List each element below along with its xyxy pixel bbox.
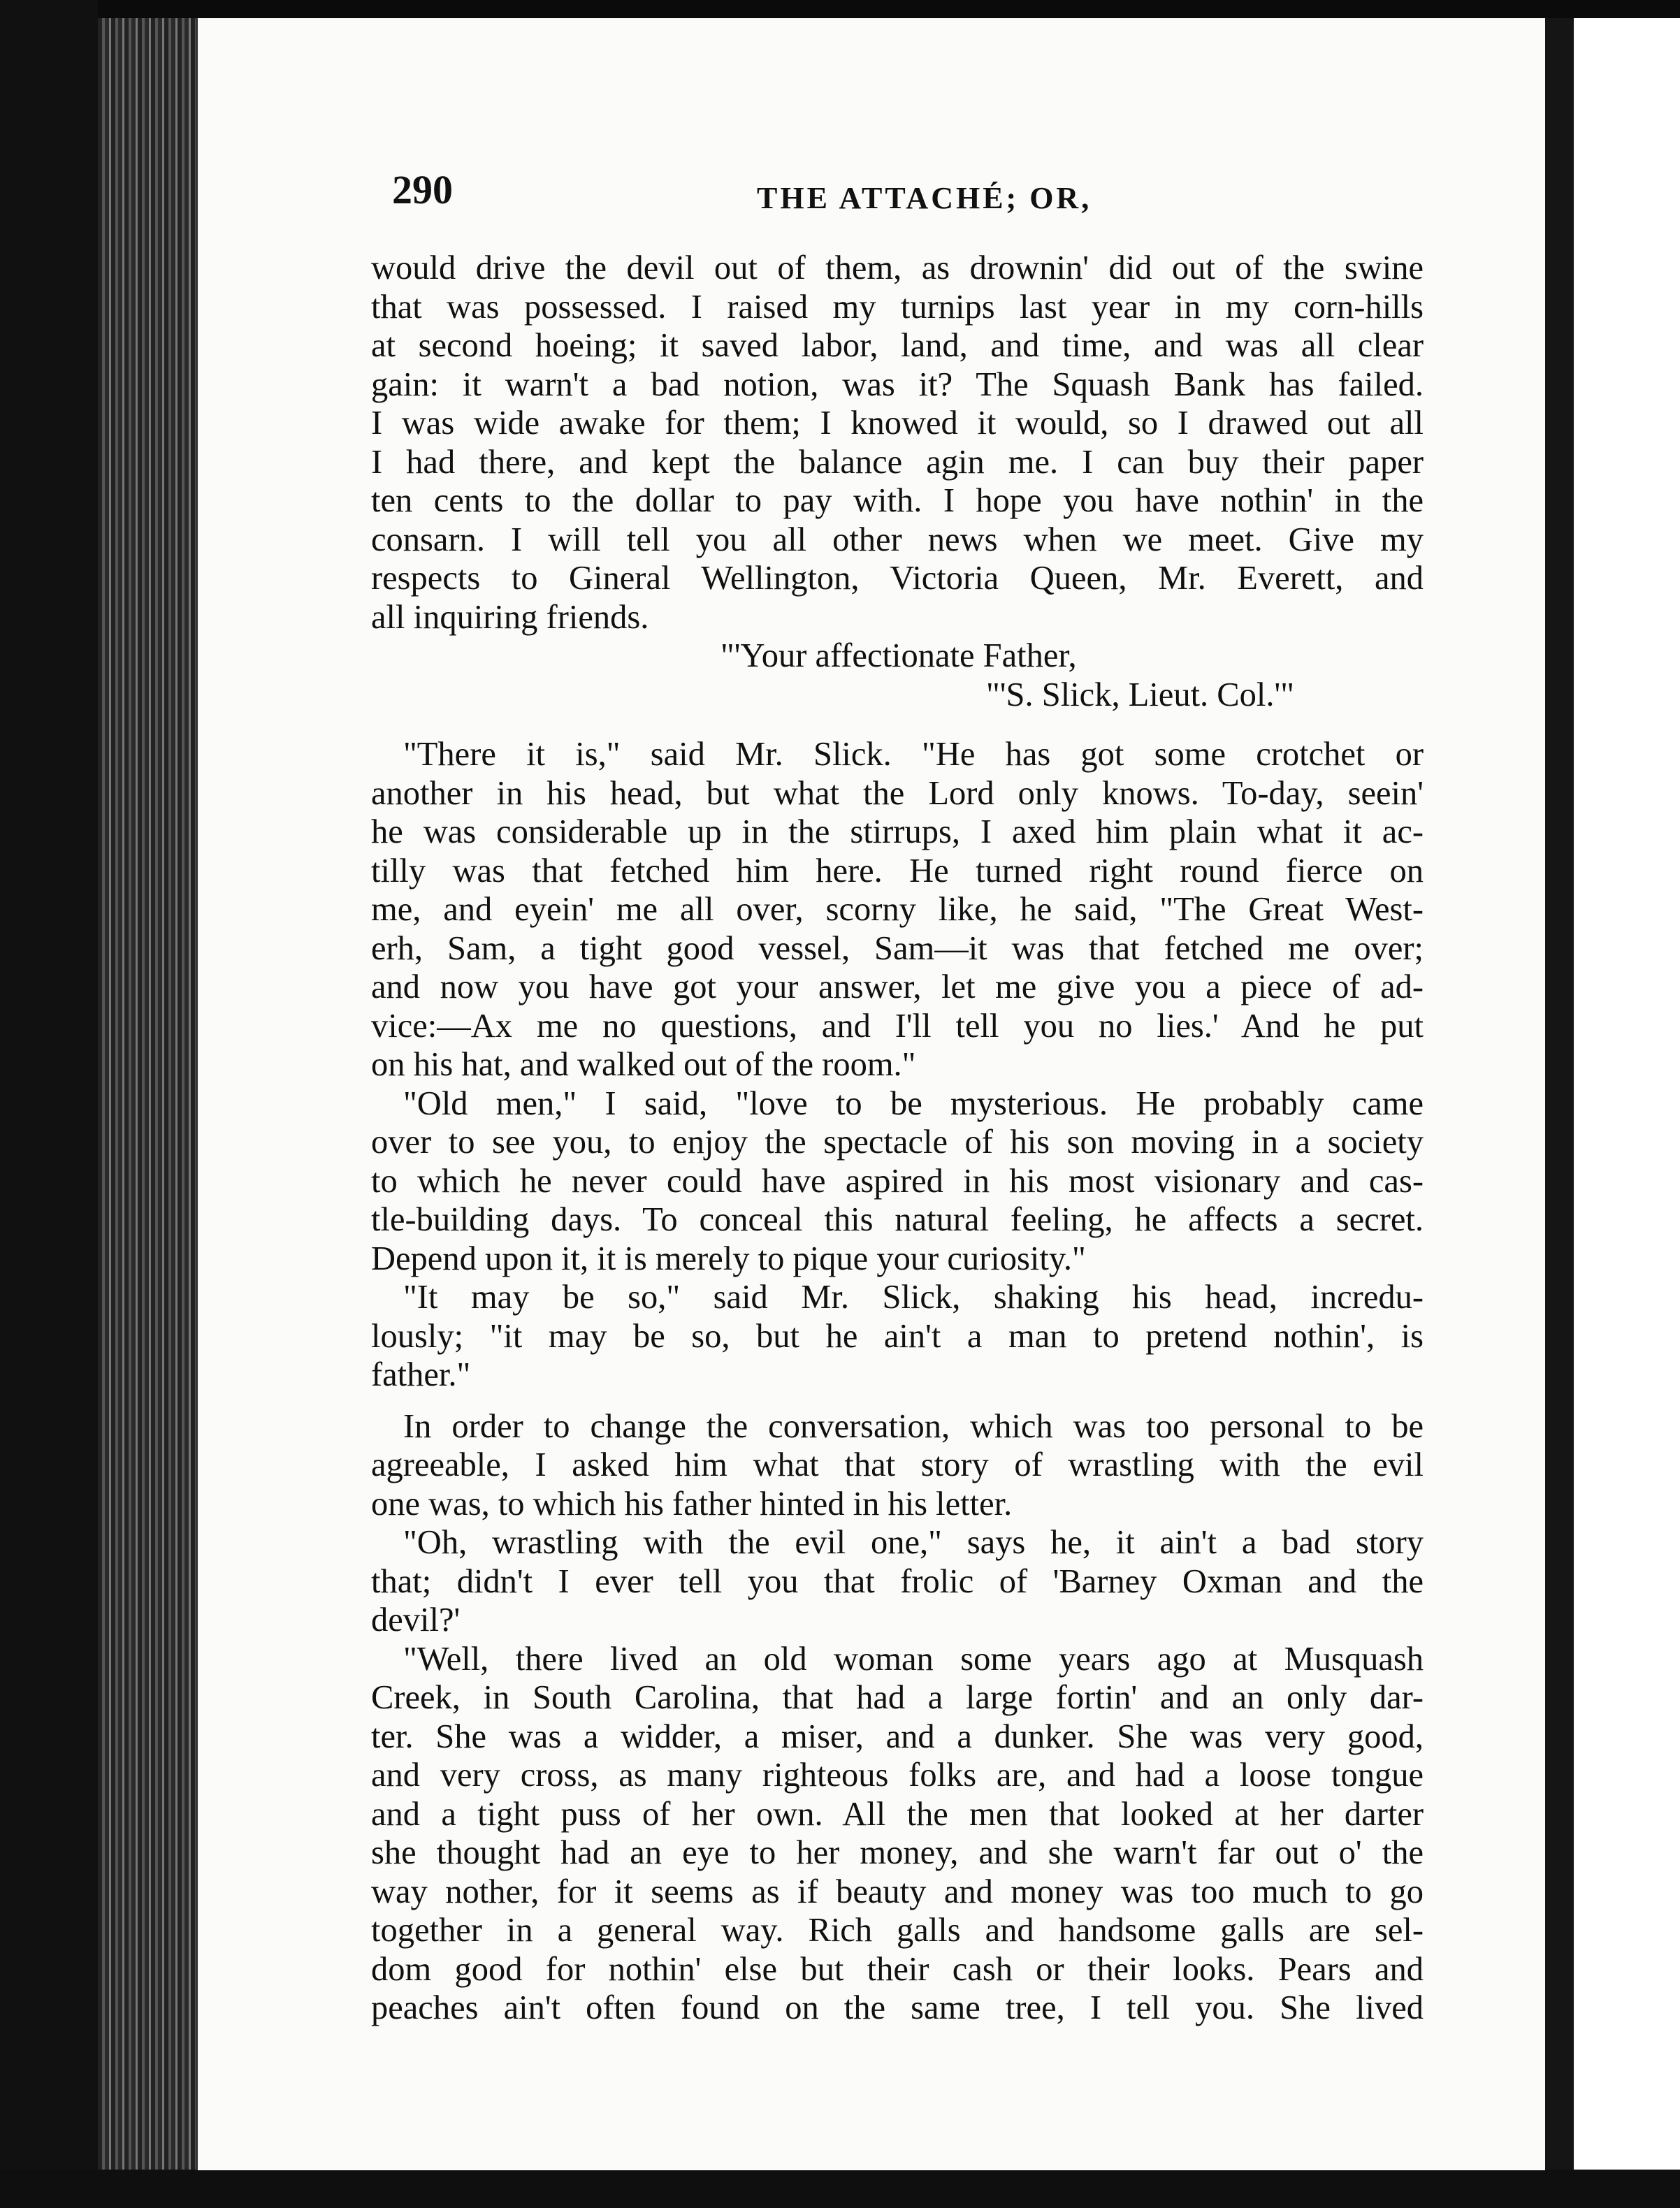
- text-line: devil?': [371, 1601, 461, 1639]
- text-line: I was wide awake for them; I knowed it would, so I drawed out all: [371, 405, 1424, 442]
- text-line: tle-building days. To conceal this natural feeling, he affects a secret.: [371, 1201, 1424, 1238]
- scan-bottom-edge: [0, 2170, 1680, 2208]
- text-line: agreeable, I asked him what that story of wrastling with the evil: [371, 1446, 1424, 1483]
- book-page-edges: [98, 18, 196, 2184]
- text-line: respects to Gineral Wellington, Victoria Queen, Mr. Everett, and: [371, 560, 1424, 597]
- text-line: that was possessed. I raised my turnips last year in my corn-hills: [371, 288, 1424, 326]
- text-line: "It may be so," said Mr. Slick, shaking his head, incredu-: [403, 1279, 1424, 1316]
- text-line: she thought had an eye to her money, and she warn't far out o' the: [371, 1834, 1424, 1871]
- text-line: on his hat, and walked out of the room.": [371, 1046, 916, 1083]
- text-line: he was considerable up in the stirrups, I axed him plain what it ac-: [371, 813, 1424, 850]
- text-line: and a tight puss of her own. All the men that looked at her darter: [371, 1795, 1424, 1833]
- text-line: would drive the devil out of them, as drownin' did out of the swine: [371, 249, 1424, 286]
- text-line: ten cents to the dollar to pay with. I hope you have nothin' in the: [371, 482, 1424, 519]
- text-line: and now you have got your answer, let me give you a piece of ad-: [371, 968, 1424, 1005]
- text-line: lously; "it may be so, but he ain't a man to pretend nothin', is: [371, 1317, 1424, 1355]
- text-line: Creek, in South Carolina, that had a large fortin' and an only dar-: [371, 1679, 1424, 1716]
- text-line: me, and eyein' me all over, scorny like, he said, "The Great West-: [371, 891, 1424, 928]
- text-line: In order to change the conversation, which was too personal to be: [403, 1407, 1424, 1445]
- text-line: I had there, and kept the balance agin me. I can buy their paper: [371, 443, 1424, 481]
- facing-page: [1574, 18, 1680, 2177]
- text-line: way nother, for it seems as if beauty and money was too much to go: [371, 1873, 1424, 1910]
- text-line: gain: it warn't a bad notion, was it? The Squash Bank has failed.: [371, 365, 1424, 403]
- running-head: THE ATTACHÉ; OR,: [757, 181, 1092, 215]
- paragraph-gap: [371, 714, 1424, 735]
- scan-top-edge: [0, 0, 1680, 18]
- page-header: [198, 166, 1545, 222]
- scan-left-edge: [0, 0, 98, 2208]
- text-line: vice:—Ax me no questions, and I'll tell you no lies.' And he put: [371, 1007, 1424, 1045]
- text-line: over to see you, to enjoy the spectacle of his son moving in a society: [371, 1124, 1424, 1161]
- text-line: all inquiring friends.: [371, 598, 649, 636]
- text-line: ter. She was a widder, a miser, and a dunker. She was very good,: [371, 1717, 1424, 1755]
- text-line: consarn. I will tell you all other news when we meet. Give my: [371, 521, 1424, 558]
- text-line: erh, Sam, a tight good vessel, Sam—it was that fetched me over;: [371, 929, 1424, 967]
- text-line: another in his head, but what the Lord only knows. To-day, seein': [371, 774, 1424, 812]
- text-line: "Well, there lived an old woman some years ago at Musquash: [403, 1640, 1424, 1678]
- text-line: to which he never could have aspired in his most visionary and cas-: [371, 1162, 1424, 1200]
- letter-signature: "'S. Slick, Lieut. Col.'": [986, 676, 1295, 713]
- text-line: Depend upon it, it is merely to pique your curiosity.": [371, 1240, 1086, 1277]
- letter-closing: "'Your affectionate Father,: [720, 637, 1077, 674]
- text-line: peaches ain't often found on the same tree, I tell you. She lived: [371, 1989, 1424, 2026]
- text-line: father.": [371, 1356, 471, 1393]
- page-number: 290: [392, 167, 453, 212]
- text-line: one was, to which his father hinted in his letter.: [371, 1485, 1013, 1523]
- body-text: [371, 249, 1424, 2028]
- text-line: together in a general way. Rich galls and handsome galls are sel-: [371, 1912, 1424, 1949]
- text-line: "There it is," said Mr. Slick. "He has got some crotchet or: [403, 736, 1424, 773]
- text-line: tilly was that fetched him here. He turned right round fierce on: [371, 852, 1424, 889]
- book-gutter: [1543, 18, 1574, 2177]
- text-line: dom good for nothin' else but their cash or their looks. Pears and: [371, 1950, 1424, 1988]
- paragraph-gap: [371, 1395, 1424, 1407]
- text-line: "Old men," I said, "love to be mysterious. He probably came: [403, 1084, 1424, 1122]
- text-line: and very cross, as many righteous folks are, and had a loose tongue: [371, 1757, 1424, 1794]
- text-line: that; didn't I ever tell you that frolic of 'Barney Oxman and the: [371, 1562, 1424, 1600]
- text-line: at second hoeing; it saved labor, land, and time, and was all clear: [371, 327, 1424, 364]
- text-line: "Oh, wrastling with the evil one," says he, it ain't a bad story: [403, 1524, 1424, 1561]
- book-page: [196, 18, 1545, 2170]
